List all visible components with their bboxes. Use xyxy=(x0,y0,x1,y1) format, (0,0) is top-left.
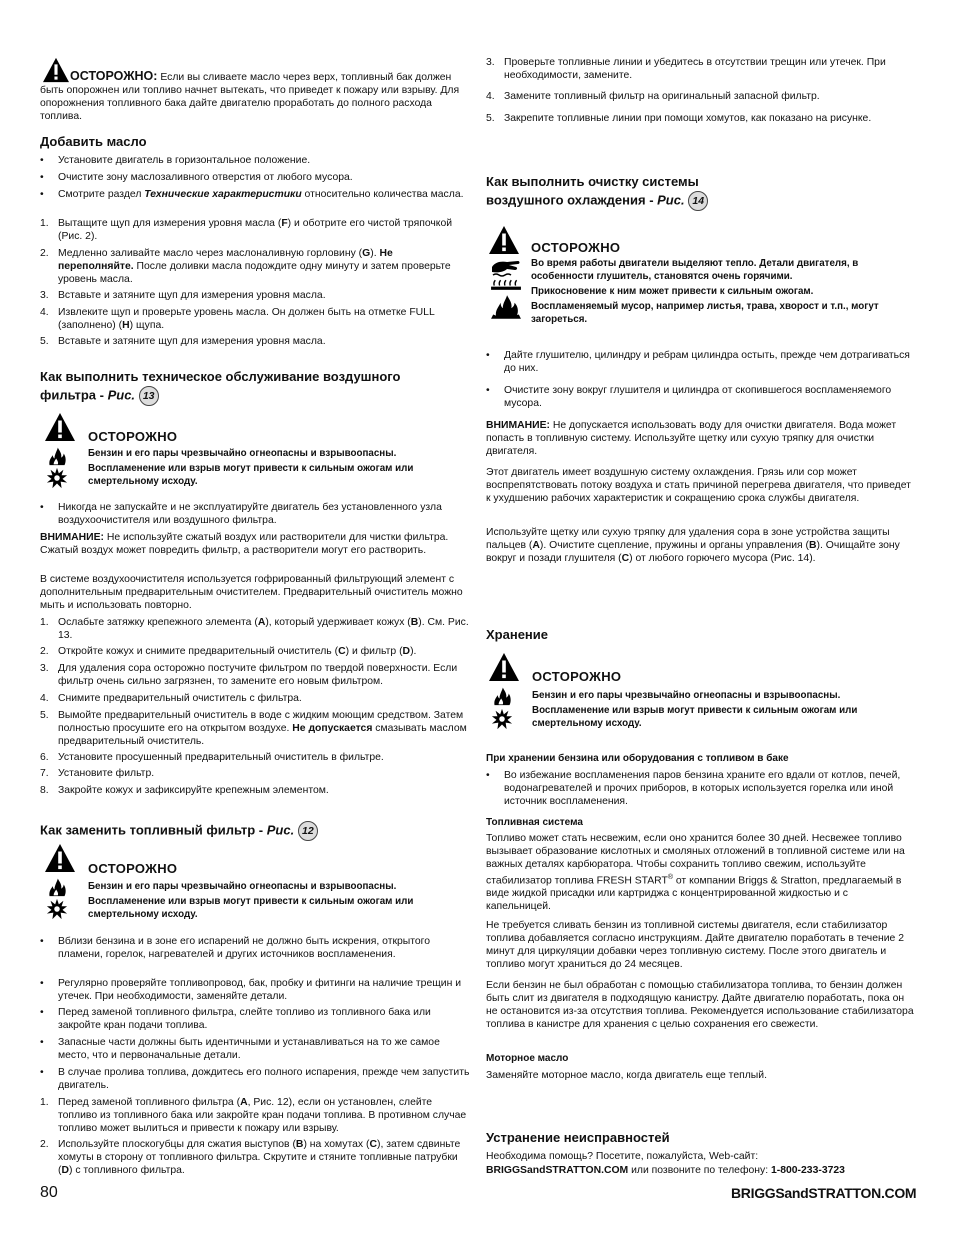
figure-badge: 13 xyxy=(139,386,159,406)
list-item: 1. Перед заменой топливного фильтра (A, Рис. 12), если он установлен, слейте топливо из топливного бака или закройте кран подачи топлива. В противном случае топливо может вылиться и привести к пожару или взрыву. xyxy=(40,1097,467,1134)
troubleshoot-heading: Устранение неисправностей xyxy=(486,1130,670,1145)
list-item: • Дайте глушителю, цилиндру и ребрам цилиндра остыть, прежде чем дотрагиваться до них. xyxy=(486,350,910,374)
list-item: 3. Проверьте топливные линии и убедитесь в отсутствии трещин или утечек. При необходимости, замените. xyxy=(486,57,886,81)
warning-triangle-icon xyxy=(488,225,520,255)
list-item: • Перед заменой топливного фильтра, слейте топливо из топливного бака или закройте кран подачи топлива. xyxy=(40,1007,431,1031)
list-item: 5. Вымойте предварительный очиститель в воде с жидким моющим средством. Затем полностью просушите его на открытом воздухе. Не допускается смазывать маслом предварительный очиститель. xyxy=(40,710,467,747)
list-item: 4. Снимите предварительный очиститель с фильтра. xyxy=(40,693,302,704)
warning-text: Бензин и его пары чрезвычайно огнеопасны и взрывоопасны. xyxy=(532,690,841,701)
list-item: • Вблизи бензина и в зоне его испарений не должно быть искрения, открытого пламени, горелок, нагревателей и других источников воспламенения. xyxy=(40,936,431,960)
explosion-icon xyxy=(46,467,68,489)
notice: ВНИМАНИЕ: Не допускается использовать воду для очистки двигателя. Вода может попасть в топливную систему. Используйте щетку или сухую тряпку для очистки двигателя. xyxy=(486,420,897,457)
list-item: 2. Используйте плоскогубцы для сжатия выступов (B) на хомутах (C), затем сдвиньте хомуты в сторону от топливного фильтра. Скрутите и стяните топливные патрубки (D) с топливного фильтра. xyxy=(40,1139,461,1176)
list-item: 2. Медленно заливайте масло через маслоналивную горловину (G). Не переполняйте. После доливки масла подождите одну минуту и затем проверьте уровень масла. xyxy=(40,248,451,285)
list-item: 3. Для удаления сора осторожно постучите фильтром по твердой поверхности. Если фильтр очень сильно загрязнен, то замените его новым фильтром. xyxy=(40,663,458,687)
notice: ВНИМАНИЕ: Не используйте сжатый воздух или растворители для чистки фильтра. Сжатый воздух может повредить фильтр, а растворители могут его растворить. xyxy=(40,532,449,556)
fuel-filter-heading: Как заменить топливный фильтр - Рис. 12 xyxy=(40,821,460,841)
warning-title: ОСТОРОЖНО xyxy=(531,240,621,255)
subheading: При хранении бензина или оборудования с топливом в баке xyxy=(486,753,789,764)
warning-text: Бензин и его пары чрезвычайно огнеопасны и взрывоопасны. xyxy=(88,881,397,892)
hot-surface-hand-icon xyxy=(490,257,522,277)
phone-number: 1-800-233-3723 xyxy=(770,1165,845,1176)
paragraph: Используйте щетку или сухую тряпку для удаления сора в зоне устройства защиты пальцев (A). Очистите сцепление, пружины и органы управления (B). Очищайте зону вокруг и позади глушителя (C) от любого горючего мусора (Рис. 14). xyxy=(486,527,900,564)
paragraph: Заменяйте моторное масло, когда двигатель еще теплый. xyxy=(486,1070,767,1081)
figure-badge: 12 xyxy=(298,821,318,841)
warning-text: Воспламенение или взрыв могут привести к сильным ожогам или смертельному исходу. xyxy=(88,896,414,920)
warning-text: Воспламеняемый мусор, например листья, трава, хворост и т.п., могут загореться. xyxy=(531,301,879,325)
list-item: 4. Извлеките щуп и проверьте уровень масла. Он должен быть на отметке FULL (заполнено) (H) щупа. xyxy=(40,307,435,331)
list-item: 3. Вставьте и затяните щуп для измерения уровня масла. xyxy=(40,290,326,301)
list-item: • Регулярно проверяйте топливопровод, бак, пробку и фитинги на наличие трещин и утечек. При необходимости, заменяйте детали. xyxy=(40,978,462,1002)
warning-text: Бензин и его пары чрезвычайно огнеопасны и взрывоопасны. xyxy=(88,448,397,459)
paragraph: Если бензин не был обработан с помощью стабилизатора топлива, то бензин должен быть слит из двигателя в подходящую канистру. Дайте двигателю поработать, пока он не остановится из-за отсутствия топлива. Рекомендуется использование стабилизатора топлива в канистре для хранения с целью сохранения его свежести. xyxy=(486,980,914,1030)
air-filter-heading: Как выполнить техническое обслуживание воздушного фильтра - Рис. 13 xyxy=(40,368,460,406)
list-item: • Запасные части должны быть идентичными и устанавливаться на то же самое место, что и первоначальные детали. xyxy=(40,1037,440,1061)
explosion-icon xyxy=(491,707,513,731)
subheading: Моторное масло xyxy=(486,1053,569,1064)
warning-title: ОСТОРОЖНО xyxy=(88,861,178,876)
list-item: 2. Откройте кожух и снимите предварительный очиститель (C) и фильтр (D). xyxy=(40,646,417,657)
top-warning-text: Если вы сливаете масло через верх, топливный бак должен быть опорожнен или топливо начнет вытекать, что приведет к пожару или взрыву. Для опорожнения топливного бака дайте двигателю проработать до полного расхода топлива. xyxy=(40,72,460,122)
warning-title: ОСТОРОЖНО xyxy=(532,669,622,684)
list-item: 5. Закрепите топливные линии при помощи хомутов, как показано на рисунке. xyxy=(486,113,872,124)
list-item: 4. Замените топливный фильтр на оригинальный запасной фильтр. xyxy=(486,91,820,102)
paragraph: Топливо может стать несвежим, если оно хранится более 30 дней. Несвежее топливо вызывает образование кислотных и смоляных отложений в топливной системе или на важных деталях карбюратора. Чтобы сохранить топливо свежим, используйте стабилизатор топлива FRESH START® от компании Briggs & Stratton, предлагаемый в виде жидкой присадки или картриджа с концентрированной жидкостью и с капельницей. xyxy=(486,833,905,913)
warning-triangle-icon xyxy=(44,412,76,442)
warning-triangle-icon xyxy=(488,652,520,682)
paragraph: Этот двигатель имеет воздушную систему охлаждения. Грязь или сор может воспрепятствовать потоку воздуха и стать причиной перегрева двигателя, что приведет к ухудшению рабочих характеристик и сокращению срока службы двигателя. xyxy=(486,467,911,504)
list-item: • Очистите зону маслозаливного отверстия от любого мусора. xyxy=(40,172,353,183)
list-item: 5. Вставьте и затяните щуп для измерения уровня масла. xyxy=(40,336,326,347)
list-item: 8. Закройте кожух и зафиксируйте крепежным элементом. xyxy=(40,785,329,796)
top-warning-label: ОСТОРОЖНО: xyxy=(70,69,158,83)
page-number: 80 xyxy=(40,1184,58,1201)
paragraph: Не требуется сливать бензин из топливной системы двигателя, если стабилизатор топлива добавляется согласно инструкциям. Дайте двигателю поработать в течение 2 минут для циркуляции добавки через топливную систему. После этого двигатель и топливо могут храниться до 24 месяцев. xyxy=(486,920,904,970)
brand-url[interactable]: BRIGGSandSTRATTON.COM xyxy=(731,1185,917,1201)
list-item: • Во избежание воспламенения паров бензина храните его вдали от котлов, печей, водонагревателей и прочих приборов, в которых используется горелка или иной источник воспламенения. xyxy=(486,770,901,807)
fire-icon xyxy=(46,877,68,897)
subheading: Топливная система xyxy=(486,817,583,828)
warning-text: Во время работы двигатели выделяют тепло. Детали двигателя, в особенности глушитель, становятся очень горячими. xyxy=(531,258,859,282)
help-line: Необходима помощь? Посетите, пожалуйста, Web-сайт: xyxy=(486,1151,759,1162)
list-item: 7. Установите фильтр. xyxy=(40,768,155,779)
add-oil-heading: Добавить масло xyxy=(40,134,147,149)
list-item: 6. Установите просушенный предварительный очиститель в фильтре. xyxy=(40,752,384,763)
warning-text: Прикосновение к ним может привести к сильным ожогам. xyxy=(531,286,814,297)
fire-icon xyxy=(46,446,68,466)
storage-heading: Хранение xyxy=(486,627,548,642)
list-item: • Никогда не запускайте и не эксплуатируйте двигатель без установленного узла воздухоочистителя или воздушного фильтра. xyxy=(40,502,442,526)
hot-surface-icon xyxy=(490,278,522,291)
warning-text: Воспламенение или взрыв могут привести к сильным ожогам или смертельному исходу. xyxy=(532,705,858,729)
burning-debris-icon xyxy=(490,294,522,320)
warning-text: Воспламенение или взрыв могут привести к сильным ожогам или смертельному исходу. xyxy=(88,463,414,487)
list-item: • В случае пролива топлива, дождитесь его полного испарения, прежде чем запустить двигатель. xyxy=(40,1067,470,1091)
top-warning xyxy=(40,70,470,123)
website-link[interactable]: BRIGGSandSTRATTON.COM xyxy=(486,1165,629,1176)
fire-icon xyxy=(491,686,513,706)
list-item: 1. Ослабьте затяжку крепежного элемента (A), который удерживает кожух (B). См. Рис. 13. xyxy=(40,617,469,641)
list-item: • Установите двигатель в горизонтальное положение. xyxy=(40,155,311,166)
figure-badge: 14 xyxy=(688,191,708,211)
explosion-icon xyxy=(46,898,68,920)
warning-triangle-icon xyxy=(44,843,76,873)
contact-line: BRIGGSandSTRATTON.COM или позвоните по телефону: 1-800-233-3723 xyxy=(486,1165,845,1176)
paragraph: В системе воздухоочистителя используется гофрированный фильтрующий элемент с дополнительным предварительным очистителем. Предварительный очиститель можно мыть и использовать повторно. xyxy=(40,574,463,611)
list-item: 1. Вытащите щуп для измерения уровня масла (F) и оботрите его чистой тряпочкой (Рис. 2). xyxy=(40,218,453,242)
list-item: • Смотрите раздел Технические характеристики относительно количества масла. xyxy=(40,189,464,200)
list-item: • Очистите зону вокруг глушителя и цилиндра от скопившегося воспламеняемого мусора. xyxy=(486,385,892,409)
cooling-heading: Как выполнить очистку системы воздушного охлаждения - Рис. 14 xyxy=(486,173,906,211)
warning-title: ОСТОРОЖНО xyxy=(88,429,178,444)
